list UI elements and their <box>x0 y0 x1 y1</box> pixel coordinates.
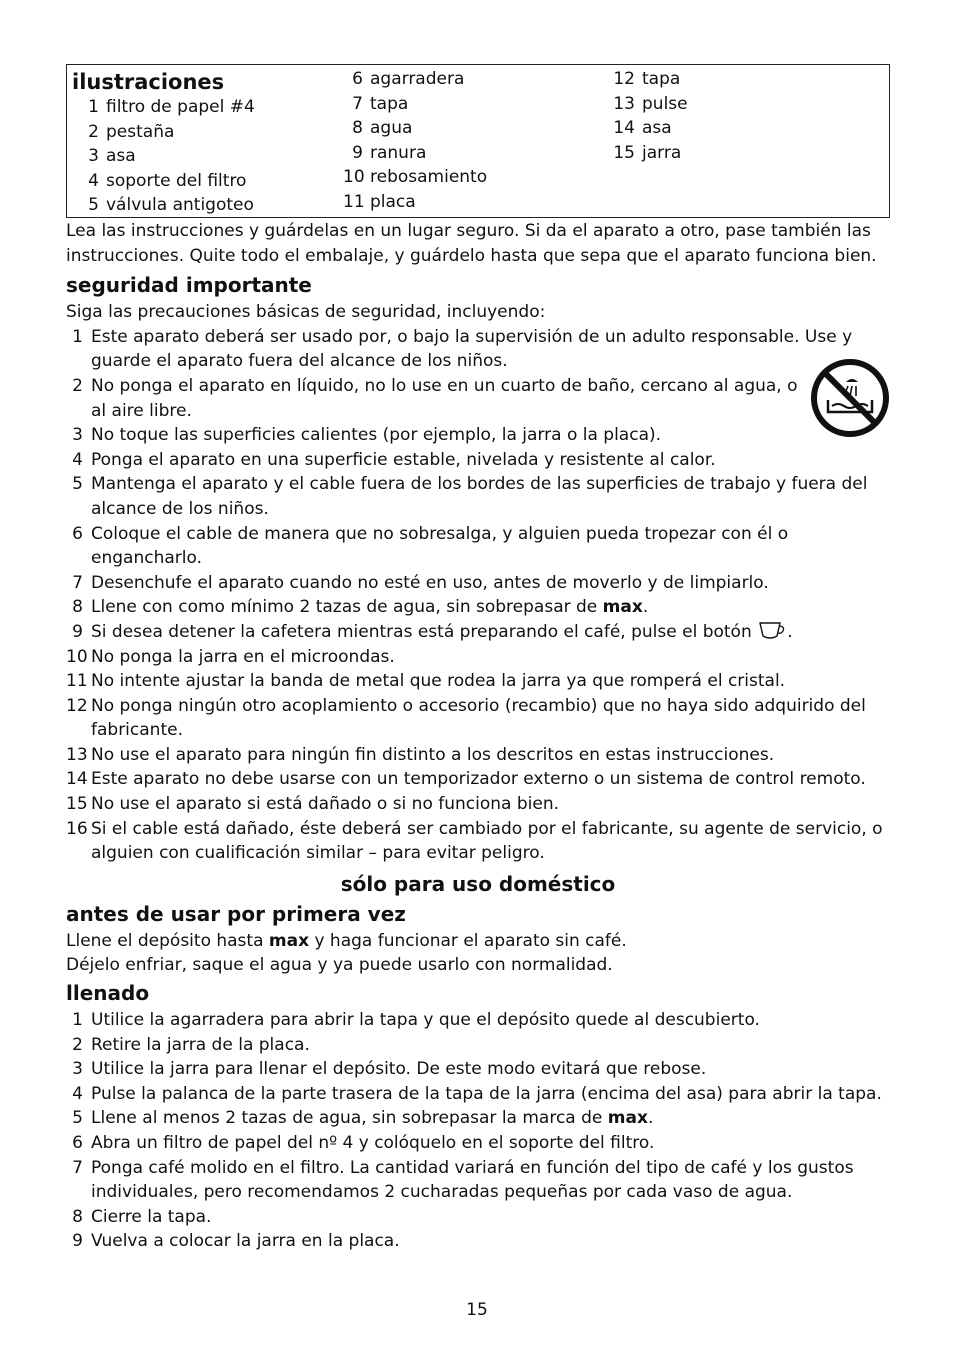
filling-list <box>66 1008 890 1254</box>
list-item: 4 Ponga el aparato en una superficie estable, nivelada y resistente al calor. <box>72 449 716 470</box>
before-first-use-heading: antes de usar por primera vez <box>66 901 406 926</box>
page-number: 15 <box>466 1300 488 1320</box>
illustrations-column-3 <box>613 67 688 165</box>
no-bath-warning-icon <box>810 358 890 438</box>
list-item: 1 Este aparato deberá ser usado por, o bajo la supervisión de un adulto responsable. Use y guarde el aparato fuera del alcance de los niños. <box>72 326 853 372</box>
list-item: 9 Si desea detener la cafetera mientras está preparando el café, pulse el botón . <box>72 621 793 642</box>
list-item: 12 No ponga ningún otro acoplamiento o accesorio (recambio) que no haya sido adquirido del fabricante. <box>66 695 866 741</box>
page-content <box>66 64 890 1254</box>
list-item: 13 No use el aparato para ningún fin distinto a los descritos en estas instrucciones. <box>66 744 775 765</box>
illustration-item: 10 rebosamiento <box>343 167 488 188</box>
list-item: 16 Si el cable está dañado, éste deberá ser cambiado por el fabricante, su agente de servicio, o alguien con cualificación similar – para evitar peligro. <box>66 818 883 864</box>
list-item: 7 Ponga café molido en el filtro. La cantidad variará en función del tipo de café y los gustos individuales, pero recomendamos 2 cucharadas pequeñas por cada vaso de agua. <box>72 1157 854 1203</box>
list-item: 10 No ponga la jarra en el microondas. <box>66 646 395 667</box>
illustration-item: 15 jarra <box>613 142 682 163</box>
illustration-item: 7 tapa <box>352 93 409 114</box>
illustration-item: 1 filtro de papel #4 <box>88 97 255 117</box>
illustration-item: 12 tapa <box>613 69 681 89</box>
illustrations-column-2 <box>343 67 487 215</box>
illustration-item: 4 soporte del filtro <box>88 170 247 191</box>
illustration-item: 13 pulse <box>613 93 688 114</box>
domestic-use-heading: sólo para uso doméstico <box>340 871 616 896</box>
safety-heading: seguridad importante <box>66 273 312 298</box>
before-line-2: Déjelo enfriar, saque el agua y ya puede usarlo con normalidad. <box>66 955 613 976</box>
list-item: 9 Vuelva a colocar la jarra en la placa. <box>72 1231 400 1252</box>
list-item: 8 Cierre la tapa. <box>72 1206 212 1227</box>
list-item: 11 No intente ajustar la banda de metal que rodea la jarra ya que romperá el cristal. <box>66 671 786 692</box>
before-line-1: Llene el depósito hasta max y haga funcionar el aparato sin café. <box>66 930 627 951</box>
safety-list <box>66 325 890 866</box>
illustration-item: 11 placa <box>343 191 416 212</box>
list-item: 2 No ponga el aparato en líquido, no lo use en un cuarto de baño, cercano al agua, o al aire libre. <box>72 375 798 421</box>
list-item: 3 Utilice la jarra para llenar el depósito. De este modo evitará que rebose. <box>72 1059 707 1080</box>
filling-heading: llenado <box>66 981 150 1006</box>
list-item: 2 Retire la jarra de la placa. <box>72 1034 310 1055</box>
illustration-item: 5 válvula antigoteo <box>88 195 254 216</box>
illustration-item: 9 ranura <box>352 142 427 163</box>
pause-cup-icon <box>757 621 787 641</box>
illustrations-column-1 <box>81 95 255 218</box>
list-item: 5 Llene al menos 2 tazas de agua, sin sobrepasar la marca de max. <box>72 1108 654 1129</box>
illustration-item: 3 asa <box>88 146 136 167</box>
list-item: 15 No use el aparato si está dañado o si no funciona bien. <box>66 794 560 815</box>
illustration-item: 8 agua <box>352 118 413 139</box>
list-item: 6 Coloque el cable de manera que no sobresalga, y alguien pueda tropezar con él o engancharlo. <box>72 523 789 569</box>
list-item: 8 Llene con como mínimo 2 tazas de agua, sin sobrepasar de max. <box>72 597 649 618</box>
safety-lead: Siga las precauciones básicas de seguridad, incluyendo: <box>66 302 546 323</box>
illustrations-title: ilustraciones <box>72 70 225 94</box>
list-item: 1 Utilice la agarradera para abrir la tapa y que el depósito quede al descubierto. <box>72 1010 760 1031</box>
list-item: 5 Mantenga el aparato y el cable fuera de los bordes de las superficies de trabajo y fuera del alcance de los niños. <box>72 474 868 519</box>
list-item: 4 Pulse la palanca de la parte trasera de la tapa de la jarra (encima del asa) para abrir la tapa. <box>72 1083 882 1104</box>
list-item: 6 Abra un filtro de papel del nº 4 y colóquelo en el soporte del filtro. <box>72 1133 655 1153</box>
illustration-item: 6 agarradera <box>352 69 465 89</box>
illustration-item: 2 pestaña <box>88 121 175 142</box>
list-item: 14 Este aparato no debe usarse con un temporizador externo o un sistema de control remoto. <box>66 769 866 790</box>
list-item: 3 No toque las superficies calientes (por ejemplo, la jarra o la placa). <box>72 425 662 446</box>
intro-paragraph: Lea las instrucciones y guárdelas en un lugar seguro. Si da el aparato a otro, pase también las instrucciones. Quite todo el embalaje, y guárdelo hasta que sepa que el aparato funciona bien. <box>66 221 877 266</box>
illustration-item: 14 asa <box>613 118 672 139</box>
illustrations-box <box>66 64 890 218</box>
list-item: 7 Desenchufe el aparato cuando no esté en uso, antes de moverlo y de limpiarlo. <box>72 572 769 593</box>
